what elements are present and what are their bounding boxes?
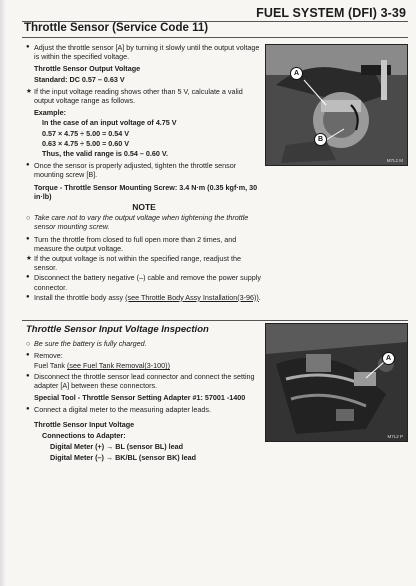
example-label: Example: [34, 108, 66, 118]
example-calc-2: 0.63 × 4.75 ÷ 5.00 = 0.60 V [42, 138, 130, 148]
spec-title: Throttle Sensor Output Voltage [34, 64, 141, 74]
binding-edge [0, 0, 6, 586]
adapter-connections-label: Connections to Adapter: [42, 430, 126, 440]
figure-throttle-sensor-photo [265, 44, 408, 166]
link-fuel-tank-removal[interactable]: (see Fuel Tank Removal(3-100)) [67, 361, 170, 371]
step-tighten-screw: ● Once the sensor is properly adjusted, tighten the throttle sensor mounting screw [B]. [26, 161, 262, 179]
callout-b: B [314, 133, 327, 146]
figure-code: M7L2 P [387, 434, 403, 439]
text-column-top [26, 43, 262, 303]
figure-code: M7L2 M [386, 158, 403, 163]
note-text: ○ Take care not to vary the output voltage when tightening the throttle sensor mounting screw. [26, 213, 262, 231]
step-remove-label: ● Remove: [26, 351, 262, 360]
step-connect-meter: ● Connect a digital meter to the measuring adapter leads. [26, 405, 262, 414]
meter-positive-connection: Digital Meter (+) → BL (sensor BL) lead [50, 441, 184, 451]
callout-a: A [382, 352, 395, 365]
step-disconnect-connector: ● Disconnect the throttle sensor lead connector and connect the setting adapter [A] between these connectors. [26, 372, 262, 390]
torque-spec: Torque - Throttle Sensor Mounting Screw: 3.4 N·m (0.35 kgf·m, 30 in·lb) [34, 182, 258, 201]
link-throttle-body-installation[interactable]: (see Throttle Body Assy Installation(3-96)) [125, 292, 259, 302]
special-tool: Special Tool - Throttle Sensor Setting Adapter #1: 57001 -1400 [34, 393, 246, 403]
install-text: Install the throttle body assy [34, 292, 126, 302]
step-disconnect-battery: ● Disconnect the battery negative (–) cable and remove the power supply connector. [26, 273, 262, 291]
input-voltage-title: Throttle Sensor Input Voltage [34, 420, 135, 430]
step-turn-throttle: ● Turn the throttle from closed to full open more than 2 times, and measure the output voltage. [26, 235, 262, 253]
example-case: In the case of an input voltage of 4.75 V [42, 118, 177, 128]
step-input-voltage-check: ★ If the input voltage reading shows other than 5 V, calculate a valid output voltage range as follows. [26, 87, 262, 105]
section-rule [22, 37, 408, 38]
example-range: Thus, the valid range is 0.54 – 0.60 V. [42, 149, 168, 159]
note-heading: NOTE [132, 202, 156, 213]
step-adjust-sensor: ● Adjust the throttle sensor [A] by turning it slowly until the output voltage is within the specified voltage. [26, 43, 262, 61]
text-column-bottom [26, 339, 262, 463]
fuel-tank-text: Fuel Tank [34, 361, 68, 371]
callout-a: A [290, 67, 303, 80]
spec-value: Standard: DC 0.57 – 0.63 V [34, 74, 125, 84]
subsection-rule-top [22, 320, 408, 321]
page-header-title: FUEL SYSTEM (DFI) 3-39 [256, 6, 406, 20]
figure-throttle-sensor-illustration [266, 45, 407, 165]
step-readjust: ★ If the output voltage is not within the specified range, readjust the sensor. [26, 254, 262, 272]
meter-negative-connection: Digital Meter (–) → BK/BL (sensor BK) lead [50, 453, 197, 463]
remove-fuel-tank [26, 361, 262, 370]
section-title: Throttle Sensor (Service Code 11) [24, 22, 209, 34]
example-calc-1: 0.57 × 4.75 ÷ 5.00 = 0.54 V [42, 128, 130, 138]
subsection-title: Throttle Sensor Input Voltage Inspection [26, 324, 209, 335]
step-install-throttle-body [26, 293, 262, 302]
figure-connector-photo [265, 323, 408, 442]
note-battery-charged: ○ Be sure the battery is fully charged. [26, 339, 262, 348]
figure-connector-illustration [266, 324, 407, 441]
install-period: . [258, 292, 261, 302]
